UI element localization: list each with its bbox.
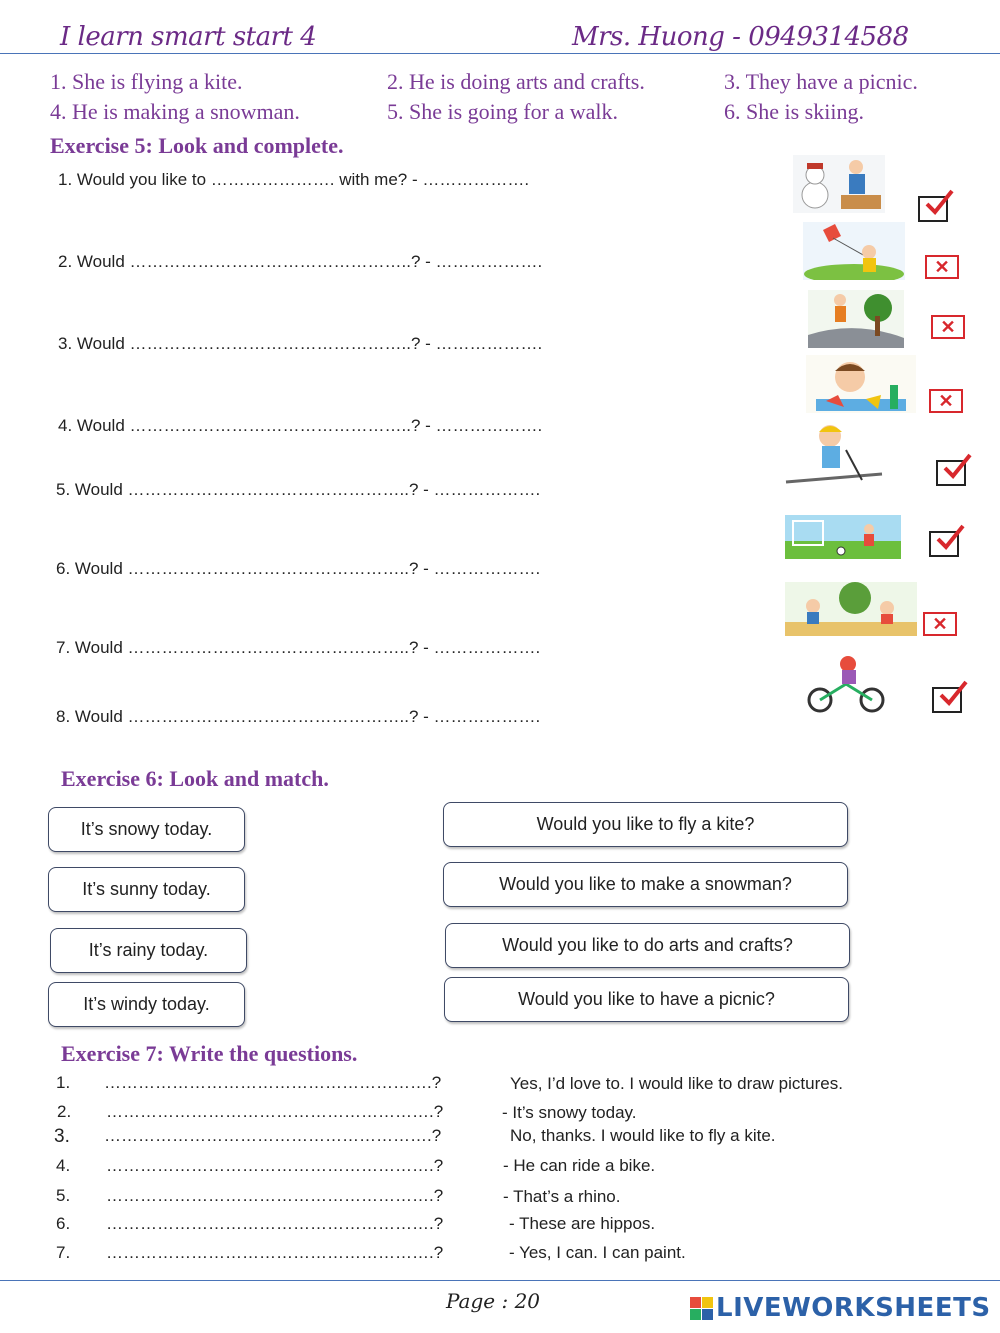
exercise7-num-2: 2. (57, 1102, 72, 1121)
exercise7-num-6: 6. (56, 1214, 71, 1233)
exercise7-blank-1[interactable]: ………………………………………………….? (104, 1073, 442, 1092)
exercise6-heading: Exercise 6: Look and match. (61, 766, 329, 791)
footer-divider (0, 1280, 1000, 1281)
exercise7-blank-6[interactable]: ………………………………………………….? (106, 1214, 444, 1233)
kite-picture-icon (803, 222, 905, 280)
snowman-picture-icon (793, 155, 885, 213)
skiing-picture-icon (782, 420, 886, 492)
exercise7-answer-1: Yes, I’d love to. I would like to draw pictures. (510, 1074, 843, 1093)
tick-box-6 (929, 531, 959, 557)
header-divider (0, 53, 1000, 54)
match-left-rainy[interactable]: It’s rainy today. (50, 928, 247, 973)
tick-box-5 (936, 460, 966, 486)
match-right-make-snowman[interactable]: Would you like to make a snowman? (443, 862, 848, 907)
exercise7-blank-7[interactable]: ………………………………………………….? (106, 1243, 444, 1262)
exercise5-question-2[interactable]: 2. Would …………………………………………..? - ………………. (58, 252, 543, 271)
exercise7-num-4: 4. (56, 1156, 71, 1175)
exercise7-answer-2: - It’s snowy today. (502, 1103, 637, 1122)
match-left-snowy[interactable]: It’s snowy today. (48, 807, 245, 852)
answer-line-2: 2. He is doing arts and crafts. (387, 69, 645, 94)
exercise5-question-6[interactable]: 6. Would …………………………………………..? - ………………. (56, 559, 541, 578)
liveworksheets-logo[interactable] (690, 1293, 991, 1323)
exercise5-question-3[interactable]: 3. Would …………………………………………..? - ………………. (58, 334, 543, 353)
match-left-windy[interactable]: It’s windy today. (48, 982, 245, 1027)
bike-picture-icon (802, 652, 888, 714)
exercise7-answer-6: - These are hippos. (509, 1214, 656, 1233)
header-left-title: I learn smart start 4 (60, 22, 317, 52)
cross-box-2: ✕ (925, 255, 959, 279)
exercise7-num-5: 5. (56, 1186, 71, 1205)
cross-box-4: ✕ (929, 389, 963, 413)
check-icon (938, 679, 968, 709)
exercise7-blank-3[interactable]: ………………………………………………….? (104, 1126, 442, 1145)
answer-line-5: 5. She is going for a walk. (387, 99, 618, 124)
exercise7-num-1: 1. (56, 1073, 71, 1092)
exercise7-blank-2[interactable]: ………………………………………………….? (106, 1102, 444, 1121)
match-right-fly-kite[interactable]: Would you like to fly a kite? (443, 802, 848, 847)
match-left-sunny[interactable]: It’s sunny today. (48, 867, 245, 912)
cross-box-7: ✕ (923, 612, 957, 636)
exercise5-question-5[interactable]: 5. Would …………………………………………..? - ………………. (56, 480, 541, 499)
liveworksheets-logo-text: LIVEWORKSHEETS (716, 1293, 991, 1323)
arts-crafts-picture-icon (806, 355, 916, 413)
exercise5-heading: Exercise 5: Look and complete. (50, 133, 344, 158)
exercise5-question-8[interactable]: 8. Would …………………………………………..? - ………………. (56, 707, 541, 726)
football-picture-icon (785, 515, 901, 559)
exercise7-answer-3: No, thanks. I would like to fly a kite. (510, 1126, 776, 1145)
header-right-title: Mrs. Huong - 0949314588 (572, 22, 909, 52)
match-right-arts-crafts[interactable]: Would you like to do arts and crafts? (445, 923, 850, 968)
check-icon (924, 188, 954, 218)
answer-line-4: 4. He is making a snowman. (50, 99, 300, 124)
exercise7-answer-7: - Yes, I can. I can paint. (509, 1243, 686, 1262)
check-icon (935, 523, 965, 553)
exercise5-question-1[interactable]: 1. Would you like to …………………. with me? - ………………. (58, 170, 530, 189)
cross-box-3: ✕ (931, 315, 965, 339)
exercise5-question-7[interactable]: 7. Would …………………………………………..? - ………………. (56, 638, 541, 657)
exercise7-answer-5: - That’s a rhino. (503, 1187, 621, 1206)
answer-line-1: 1. She is flying a kite. (50, 69, 243, 94)
exercise7-blank-5[interactable]: ………………………………………………….? (106, 1186, 444, 1205)
page-number: Page : 20 (446, 1289, 541, 1313)
match-right-picnic[interactable]: Would you like to have a picnic? (444, 977, 849, 1022)
answer-line-3: 3. They have a picnic. (724, 69, 918, 94)
exercise7-blank-4[interactable]: ………………………………………………….? (106, 1156, 444, 1175)
exercise7-heading: Exercise 7: Write the questions. (61, 1041, 358, 1066)
answer-line-6: 6. She is skiing. (724, 99, 864, 124)
tick-box-8 (932, 687, 962, 713)
exercise5-question-4[interactable]: 4. Would …………………………………………..? - ………………. (58, 416, 543, 435)
exercise7-num-7: 7. (56, 1243, 71, 1262)
liveworksheets-logo-icon (690, 1297, 713, 1320)
picnic-picture-icon (785, 582, 917, 636)
check-icon (942, 452, 972, 482)
exercise7-num-3: 3. (54, 1126, 70, 1147)
exercise7-answer-4: - He can ride a bike. (503, 1156, 656, 1175)
walk-picture-icon (808, 290, 904, 348)
tick-box-1 (918, 196, 948, 222)
